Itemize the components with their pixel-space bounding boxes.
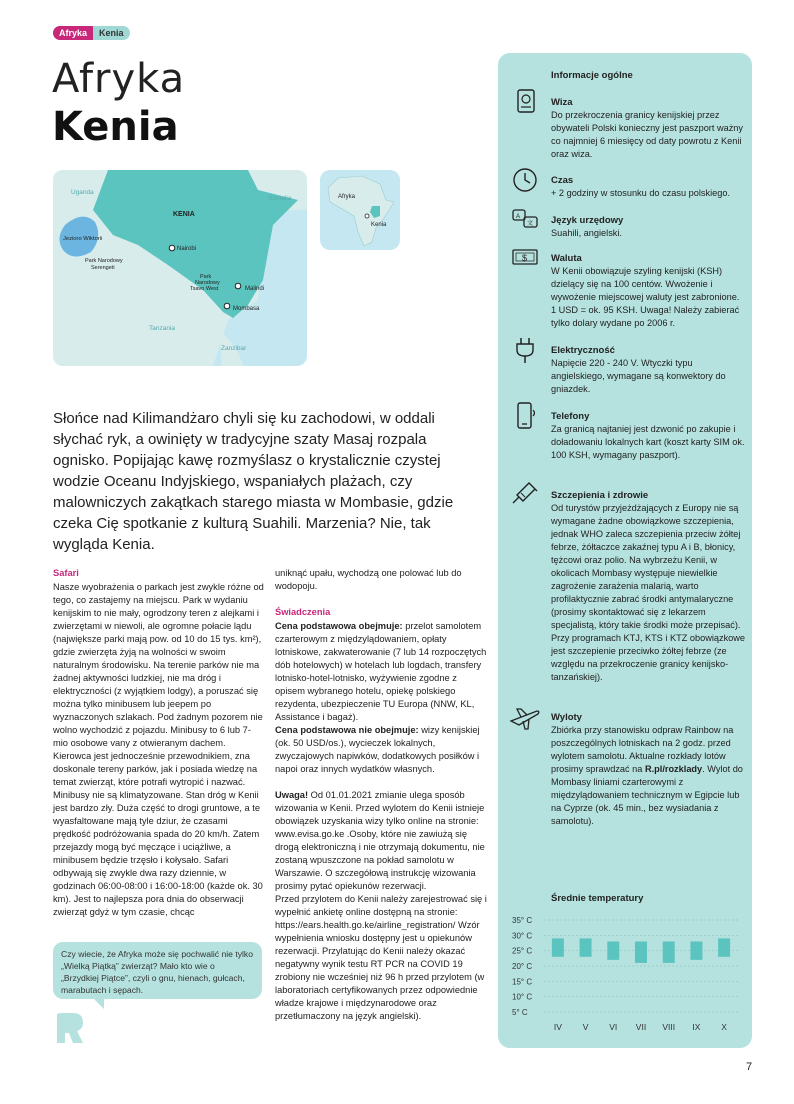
price-excludes-text: wizy kenijskiej (ok. 50 USD/os.), wycieczek lokalnych, zwyczajowych napiwków, dodatkowych posiłków i napoi oraz innych wydatków własnych.	[275, 725, 480, 774]
map-label-serengeti2: Serengeti	[91, 265, 115, 271]
section-vaccinations	[551, 489, 747, 684]
svg-text:Serengeti	[91, 265, 115, 271]
visa-heading: Wiza	[551, 97, 573, 108]
tag-continent[interactable]: Afryka	[53, 26, 93, 40]
time-heading: Czas	[551, 175, 574, 186]
language-text: Suahili, angielski.	[551, 228, 622, 238]
svg-text:Park Narodowy	[85, 258, 123, 264]
x-tick-label: X	[721, 1022, 727, 1032]
y-tick-label: 20° C	[512, 962, 533, 971]
registration-text: Przed przylotem do Kenii należy zarejestrować się i wypełnić ankietę online dostępną na stronie: https://ears.health.go.ke/airline_registration/ Wzór wypełnienia wniosku dostępny jest u opiekunów rezerwacji. Przylatując do Kenii należy okazać negatywny wynik testu RT PCR na COVID 19 zrobiony nie wcześniej niż 96 h przed przylotem (w laboratoriach certyfikowanych przez odpowiednie władze krajowe i międzynarodowe oraz przetłumaczony na język angielski).	[275, 894, 487, 1021]
rainbow-logo-icon	[55, 1013, 85, 1045]
vaccinations-heading: Szczepienia i zdrowie	[551, 490, 649, 501]
language-icon	[509, 206, 541, 234]
temp-bar-X	[718, 938, 730, 956]
currency-heading: Waluta	[551, 253, 582, 264]
time-text: + 2 godziny w stosunku do czasu polskiego.	[551, 188, 731, 198]
flights-heading: Wyloty	[551, 712, 582, 723]
fact-bubble: Czy wiecie, że Afryka może się pochwalić nie tylko „Wielką Piątką” zwierząt? Mało kto wie o „Brzydkiej Piątce”, czyli o gnu, hienach, gułcach, marabutach i sępach.	[53, 942, 262, 999]
temp-bar-V	[580, 938, 592, 956]
title-continent: Afryka	[52, 56, 186, 102]
passport-icon	[509, 88, 541, 116]
notice-label: Uwaga!	[275, 790, 309, 800]
services-heading: Świadczenia	[275, 607, 331, 617]
y-tick-label: 25° C	[512, 946, 533, 956]
inset-label-afryka: Afryka	[338, 194, 356, 200]
inset-label-kenia: Kenia	[371, 222, 387, 228]
map-label-mombasa: Mombasa	[233, 306, 260, 312]
syringe-icon	[509, 481, 541, 509]
flights-text-a: Zbiórka przy stanowisku odpraw Rainbow na poszczególnych lotniskach na 2 godz. przed wylotem samolotu. Aktualne rozkłady lotów prosimy sprawdzać na	[551, 725, 734, 774]
y-tick-label: 5° C	[512, 1008, 528, 1017]
vaccinations-text: Od turystów przyjeżdżających z Europy nie są wymagane żadne obowiązkowe szczepienia, jednak WHO zaleca szczepienia przeciw żółtej febrze, żółtaczce zakaźnej typu A i B, błonicy, tężcowi oraz polio. Na wybrzeżu Kenii, w okolicach Mombasy występuje niewielkie zagrożenie zarażenia malarią, warto profilaktycznie zabrać środki antymalaryczne (prosimy skontaktować się z lekarzem specjalistą, który takie środki może przepisać). Przy programach KTJ, KTS i KTZ obowiązkowe jest szczepienie przeciwko żółtej febrze (ze względu na przekroczenie granicy kenijsko-tanzańskiej).	[551, 503, 746, 682]
map-label-somalia: Somalia	[268, 195, 292, 202]
map-label-tsavo3: Tsavo West	[190, 286, 219, 292]
intro-paragraph: Słońce nad Kilimandżaro chyli się ku zachodowi, w oddali słychać ryk, a owinięty w tradycyjne szaty Masaj rozpala ognisko. Popijając kawę rozmyślasz o krystalicznie czystej wodzie Oceanu Indyjskiego, wspaniałych plażach, czy malowniczych zakątkach starego miasta w Mombasie, gdzie czeka Cię spotkanie z kulturą Suahili. Marzenia? Nie, tak wygląda Kenia.	[53, 410, 454, 553]
section-phones	[551, 410, 747, 462]
safari-column	[53, 567, 265, 919]
notice-text: Od 01.01.2021 zmianie ulega sposób wizowania w Kenii. Przed wylotem do Kenii istnieje obowiązek uzyskania wizy tylko online na stronie: www.evisa.go.ke .Osoby, które nie zawiużą się drogą elektroniczną i nie otrzymają dokumentu, nie zostaną wpuszczone na pokład samolotu w Warszawie. O szczegółową instrukcję wizowania prosimy pytać opiekunów rezerwacji.	[275, 790, 485, 891]
price-includes-label: Cena podstawowa obejmuje:	[275, 621, 403, 631]
tag-country[interactable]: Kenia	[93, 26, 130, 40]
map-label-tsavo1: Park	[200, 274, 212, 280]
y-tick-label: 15° C	[512, 977, 533, 987]
clock-icon	[509, 166, 541, 194]
temp-bar-IX	[690, 941, 702, 959]
x-tick-label: IX	[692, 1022, 701, 1032]
map-label-tanzania: Tanzania	[149, 325, 176, 332]
banknote-icon	[509, 244, 541, 272]
phones-text: Za granicą najtaniej jest dzwonić po zakupie i doładowaniu lokalnych kart (koszt karty SIM ok. 100 KSH, wymagany paszport).	[551, 424, 745, 460]
section-visa	[551, 96, 747, 161]
safari-body: Nasze wyobrażenia o parkach jest zwykle różne od tego, co zastajemy na miejscu. Park w wydaniu kenijskim to nie mały, ogrodzony teren z alejkami i zwierzętami w niewoli, ale ogromne połacie lądu (największe parki mają pow. od 10 do 15 tys. km²), gdzie zwierzęta żyją na wolności w swoim naturalnym środowisku. Na terenie parków nie ma żadnej aktywności ludzkiej, nie ma dróg i elektryczności (z wyjątkiem lodgy), a poruszać się można tylko minibusem lub jeepem po wyznaczonych szlakach. Pod żadnym pozorem nie wolno wychodzić z pojazdu. Minibusy to 6 lub 7-mio osobowe vany z otwieranym dachem. Kierowca jest jednocześnie przewodnikiem, zna doskonale tereny parków, jak i posiada wiedzę na temat zwierząt, które potrafi wytropić i nazwać. Minibusy nie są klimatyzowane. Stan dróg w Kenii jest bardzo zły. Duża część to drogi gruntowe, a te wyasfaltowane mają tyle dziur, że czasami prędkość podróżowania spada do 20 km/h. Zatem przejazdy mogą być męczące i uciążliwe, a minibusem będzie trzęsło i kołysało. Safari odbywają się zwykle dwa razy dziennie, w godzinach 06:00-08:00 i 16:00-18:00 (każde ok. 30 km). Jest to najlepsza pora dnia do obserwacji zwierząt gdyż w tym czasie, chcąc	[53, 582, 264, 917]
info-panel-title: Informacje ogólne	[551, 70, 633, 81]
svg-text:文: 文	[527, 221, 534, 227]
temperature-chart	[510, 912, 742, 1038]
africa-inset-map	[320, 170, 400, 250]
x-tick-label: V	[582, 1022, 589, 1032]
svg-text:Nairobi	[177, 246, 196, 252]
title-country: Kenia	[52, 104, 179, 150]
map-label-malindi: Malindi	[245, 286, 265, 292]
x-tick-label: VIII	[662, 1022, 676, 1032]
y-tick-label: 35° C	[512, 916, 533, 925]
svg-text:Afryka	[338, 194, 356, 200]
currency-text: W Kenii obowiązuje szyling kenijski (KSH) dzielący się na 100 centów. Wwożenie i wywożenie miejscowej waluty jest zabronione. 1 USD = ok. 95 KSH. Uwaga! Należy zabierać tylko dolary wydane po 2006 r.	[551, 266, 740, 328]
price-excludes-label: Cena podstawowa nie obejmuje:	[275, 725, 419, 735]
section-flights	[551, 711, 747, 828]
svg-text:Malindi	[245, 286, 264, 292]
y-tick-label: 30° C	[512, 931, 533, 941]
svg-text:Uganda	[71, 189, 94, 196]
map-label-zanzibar: Zanzibar	[221, 345, 247, 352]
safari-continuation: uniknąć upału, wychodzą one polować lub do wodopoju.	[275, 568, 462, 591]
svg-text:$: $	[522, 253, 528, 263]
map-label-uganda: Uganda	[71, 189, 94, 196]
svg-text:Somalia	[268, 195, 292, 202]
map-label-serengeti: Park Narodowy	[85, 258, 123, 264]
flights-text-b: . Wylot do Mombasy liniami czarterowymi z międzylądowaniem technicznym w Egipcie lub na Cyprze (ok. 45 min., bez wysiadania z samolotu).	[551, 764, 743, 826]
kenya-map	[53, 170, 307, 366]
phone-icon	[509, 402, 541, 430]
bubble-tail	[92, 997, 104, 1009]
section-time	[551, 174, 747, 200]
map-label-lake: Jezioro Wiktorii	[63, 236, 103, 242]
y-tick-label: 10° C	[512, 992, 533, 1002]
svg-text:Tanzania	[149, 325, 175, 332]
svg-text:Mombasa	[233, 306, 260, 312]
page-number: 7	[746, 1061, 753, 1073]
temp-bar-IV	[552, 938, 564, 956]
section-language	[551, 214, 747, 240]
airplane-icon	[509, 703, 541, 731]
x-tick-label: VI	[609, 1022, 618, 1032]
svg-text:Zanzibar	[221, 345, 247, 352]
map-label-tsavo2: Narodowy	[195, 280, 220, 286]
svg-text:A: A	[516, 214, 521, 220]
x-tick-label: IV	[553, 1022, 562, 1032]
section-electricity	[551, 344, 747, 396]
electricity-text: Napięcie 220 - 240 V. Wtyczki typu angielskiego, wymagane są konwektory do gniazdek.	[551, 358, 726, 394]
plug-icon	[509, 336, 541, 364]
breadcrumb-tags	[53, 26, 130, 40]
safari-heading: Safari	[53, 568, 79, 578]
map-label-kenia: KENIA	[173, 211, 195, 218]
svg-text:Jezioro Wiktorii	[63, 236, 102, 242]
svg-text:Kenia	[371, 222, 387, 228]
svg-text:KENIA	[173, 211, 195, 218]
flights-link[interactable]: R.pl/rozklady	[644, 764, 703, 774]
visa-text: Do przekroczenia granicy kenijskiej przez obywateli Polski konieczny jest paszport ważny co najmniej 6 miesięcy od daty powrotu z Kenii oraz wiza.	[551, 110, 744, 159]
phones-heading: Telefony	[551, 411, 590, 422]
price-includes-text: przelot samolotem czarterowym z międzylądowaniem, opłaty lotniskowe, zakwaterowanie (7 lub 14 rozpoczętych dób hotelowych) w hotelach lub logdach, transfery lotnisko-hotel-lotnisko, wyżywienie zgodne z opisem wybranego hotelu, opiekę polskiego rezydenta, ubezpieczenie TU Europa (NNW, KL, Assistance i bagaż).	[275, 621, 487, 722]
temp-bar-VII	[635, 941, 647, 962]
electricity-heading: Elektryczność	[551, 345, 615, 356]
section-currency	[551, 252, 747, 330]
temp-bar-VI	[607, 941, 619, 959]
map-label-nairobi: Nairobi	[177, 246, 197, 252]
services-column	[275, 567, 487, 1023]
x-tick-label: VII	[635, 1022, 647, 1032]
svg-text:Tsavo West	[190, 286, 219, 292]
temperature-title: Średnie temperatury	[551, 893, 644, 904]
language-heading: Język urzędowy	[551, 215, 624, 226]
temp-bar-VIII	[663, 941, 675, 962]
